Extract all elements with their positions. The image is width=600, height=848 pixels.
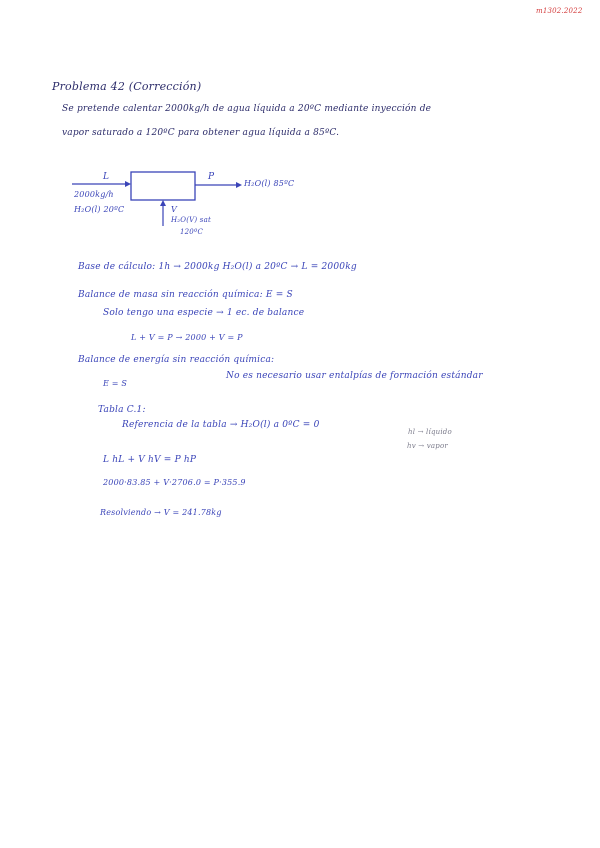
statement-line-2: vapor saturado a 120ºC para obtener agua líquida a 85ºC. <box>62 128 340 138</box>
energy-equation: L hL + V hV = P hP <box>103 455 197 465</box>
input-bottom-label: V <box>171 205 177 214</box>
one-species-line: Solo tengo una especie → 1 ec. de balance <box>103 308 305 318</box>
input-left-label: L <box>103 172 110 182</box>
input-bottom-state: H₂O(V) sat <box>171 216 211 224</box>
page-title: Problema 42 (Corrección) <box>52 80 202 93</box>
input-left-state: H₂O(l) 20ºC <box>74 205 125 214</box>
result-line: Resolviendo → V = 241.78kg <box>100 508 222 517</box>
reference-line: Referencia de la tabla → H₂O(l) a 0ºC = 0 <box>122 420 320 430</box>
e-equals-s: E = S <box>103 379 128 388</box>
output-arrowhead <box>236 182 242 188</box>
energy-balance-line: Balance de energía sin reacción química: <box>78 355 275 365</box>
process-unit-box <box>131 172 195 200</box>
statement-line-1: Se pretende calentar 2000kg/h de agua líquida a 20ºC mediante inyección de <box>62 104 432 114</box>
output-state: H₂O(l) 85ºC <box>244 179 295 188</box>
mass-balance-line: Balance de masa sin reacción química: E = S <box>78 290 293 300</box>
input-bottom-arrowhead <box>160 200 166 206</box>
legend-hl: hl → líquido <box>408 428 452 436</box>
energy-note: No es necesario usar entalpías de formación estándar <box>226 371 483 381</box>
input-bottom-temp: 120ºC <box>180 228 204 236</box>
numbers-equation: 2000·83.85 + V·2706.0 = P·355.9 <box>103 478 246 487</box>
mass-equation: L + V = P → 2000 + V = P <box>131 333 243 342</box>
input-left-flow: 2000kg/h <box>74 190 114 199</box>
header-mark: m1302.2022 <box>536 7 583 15</box>
input-left-arrowhead <box>125 181 131 187</box>
output-label: P <box>208 172 215 182</box>
legend-hv: hv → vapor <box>407 442 448 450</box>
basis-line: Base de cálculo: 1h → 2000kg H₂O(l) a 20ºC → L = 2000kg <box>78 262 357 272</box>
tables-line: Tabla C.1: <box>98 405 146 415</box>
